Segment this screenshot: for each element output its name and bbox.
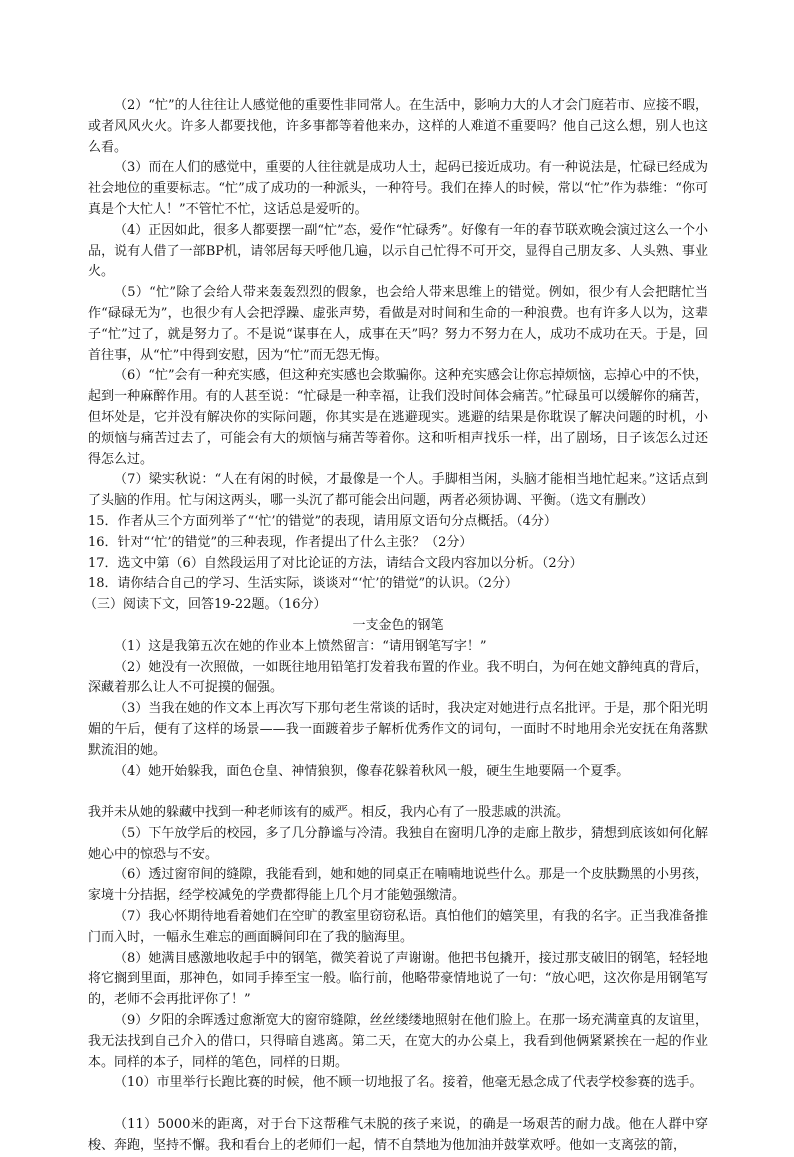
story-continuation: 我并未从她的躲藏中找到一种老师该有的威严。相反，我内心有了一股悲戚的洪流。 xyxy=(88,805,570,821)
story-paragraph-4: （4）她开始躲我，面色仓皇、神情狼狈，像春花躲着秋风一般，硬生生地要隔一个夏季。 xyxy=(114,763,630,779)
story-paragraph-3: （3）当我在她的作文本上再次写下那句老生常谈的话时，我决定对她进行点名批评。于是，那个阳光明媚的午后，便有了这样的场景——我一面踱着步子解析优秀作文的词句，一面时不时地用余光安抚在角落默默流泪的她。 xyxy=(88,701,708,758)
question-16: 16．针对“‘忙’的错觉”的三种表现，作者提出了什么主张？（2分） xyxy=(88,534,473,550)
question-15: 15．作者从三个方面列举了“‘忙’的错觉”的表现，请用原文语句分点概括。（4分） xyxy=(88,513,557,529)
story-paragraph-10: （10）市里举行长跑比赛的时候，他不顾一切地报了名。接着，他毫无悬念成了代表学校参赛的选手。 xyxy=(114,1075,703,1091)
story-paragraph-2: （2）她没有一次照做，一如既往地用铅笔打发着我布置的作业。我不明白，为何在她文静纯真的背后，深藏着那么让人不可捉摸的倔强。 xyxy=(88,659,708,696)
story-title: 一支金色的钢笔 xyxy=(352,617,444,633)
story-paragraph-8: （8）她满目感激地收起手中的钢笔，微笑着说了声谢谢。他把书包撬开，接过那支破旧的钢笔，轻轻地将它搁到里面，那神色，如同手捧至宝一般。临行前，他略带豪情地说了一句：“放心吧，这次你是用钢笔写的，老师不会再批评你了！” xyxy=(88,950,708,1008)
paragraph-4: （4）正因如此，很多人都要摆一副“忙”态，爱作“忙碌秀”。好像有一年的春节联欢晚会演过这么一个小品，说有人借了一部BP机，请邻居每天呼他几遍，以示自己忙得不可开交，显得自己朋友多、人头熟、事业火。 xyxy=(88,222,708,280)
paragraph-3: （3）而在人们的感觉中，重要的人往往就是成功人士，起码已接近成功。有一种说法是，忙碌已经成为社会地位的重要标志。“忙”成了成功的一种派头，一种符号。我们在捧人的时候，常以“忙”作为恭维：“你可真是个大忙人！”不管忙不忙，这话总是爱听的。 xyxy=(88,160,708,217)
blank-line xyxy=(88,782,708,803)
story-paragraph-6: （6）透过窗帘间的缝隙，我能看到，她和她的同桌正在喃喃地说些什么。那是一个皮肤黝黑的小男孩，家境十分拮据，经学校减免的学费都得能上几个月才能勉强缴清。 xyxy=(88,867,708,904)
paragraph-7: （7）梁实秋说：“人在有闲的时候，才最像是一个人。手脚相当闲，头脑才能相当地忙起来。”这话点到了头脑的作用。忙与闲这两头，哪一头沉了都可能会出问题，两者必须协调、平衡。（选文有删改） xyxy=(88,472,708,509)
story-paragraph-1: （1）这是我第五次在她的作业本上愤然留言：“请用钢笔写字！” xyxy=(114,638,487,654)
question-17: 17．选文中第（6）自然段运用了对比论证的方法，请结合文段内容加以分析。（2分） xyxy=(88,555,583,571)
paragraph-5: （5）“忙”除了会给人带来轰轰烈烈的假象，也会给人带来思维上的错觉。例如，很少有人会把瞎忙当作“碌碌无为”，也很少有人会把浮躁、虚张声势，看做是对时间和生命的一种浪费。也有许多人以为，这辈子“忙”过了，就是努力了。不是说“谋事在人，成事在天”吗？努力不努力在人，成功不成功在天。于是，回首往事，从“忙”中得到安慰，因为“忙”而无怨无悔。 xyxy=(88,285,708,363)
paragraph-2: （2）“忙”的人往往让人感觉他的重要性非同常人。在生活中，影响力大的人才会门庭若市、应接不暇，或者风风火火。许多人都要找他，许多事都等着他来办，这样的人难道不重要吗？他自己这么想，别人也这么看。 xyxy=(88,98,708,155)
document-page xyxy=(84,96,708,1157)
story-paragraph-7: （7）我心怀期待地看着她们在空旷的教室里窃窃私语。真怕他们的嬉笑里，有我的名字。正当我准备推门而入时，一幅永生难忘的画面瞬间印在了我的脑海里。 xyxy=(88,909,708,945)
paragraph-6: （6）“忙”会有一种充实感，但这种充实感也会欺骗你。这种充实感会让你忘掉烦恼，忘掉心中的不快，起到一种麻醉作用。有的人甚至说：“忙碌是一种幸福，让我们没时间体会痛苦。”忙碌虽可以缓解你的痛苦，但坏处是，它并没有解决你的实际问题，你其实是在逃避现实。逃避的结果是你耽误了解决问题的时机，小的烦恼与痛苦过去了，可能会有大的烦恼与痛苦等着你。这和听相声找乐一样，出了剧场，日子该怎么过还得怎么过。 xyxy=(88,368,708,467)
story-paragraph-5: （5）下午放学后的校园，多了几分静谧与冷清。我独自在窗明几净的走廊上散步，猜想到底该如何化解她心中的惊恐与不安。 xyxy=(88,825,708,862)
story-paragraph-11: （11）5000米的距离，对于台下这帮稚气未脱的孩子来说，的确是一场艰苦的耐力战。他在人群中穿梭、奔跑，坚持不懈。我和看台上的老师们一起，情不自禁地为他加油并鼓掌欢呼。他如一支离弦的箭， xyxy=(88,1117,708,1153)
story-paragraph-9: （9）夕阳的余晖透过愈渐宽大的窗帘缝隙，丝丝缕缕地照射在他们脸上。在那一场充满童真的友谊里，我无法找到自己介入的借口，只得暗自逃离。第二天，在宽大的办公桌上，我看到他俩紧紧挨在一起的作业本。同样的本子，同样的笔色，同样的日期。 xyxy=(88,1013,708,1070)
question-18: 18．请你结合自己的学习、生活实际，谈谈对“‘忙’的错觉”的认识。（2分） xyxy=(88,576,518,592)
blank-line xyxy=(88,1094,708,1115)
section-heading: （三）阅读下文，回答19-22题。（16分） xyxy=(84,597,327,613)
